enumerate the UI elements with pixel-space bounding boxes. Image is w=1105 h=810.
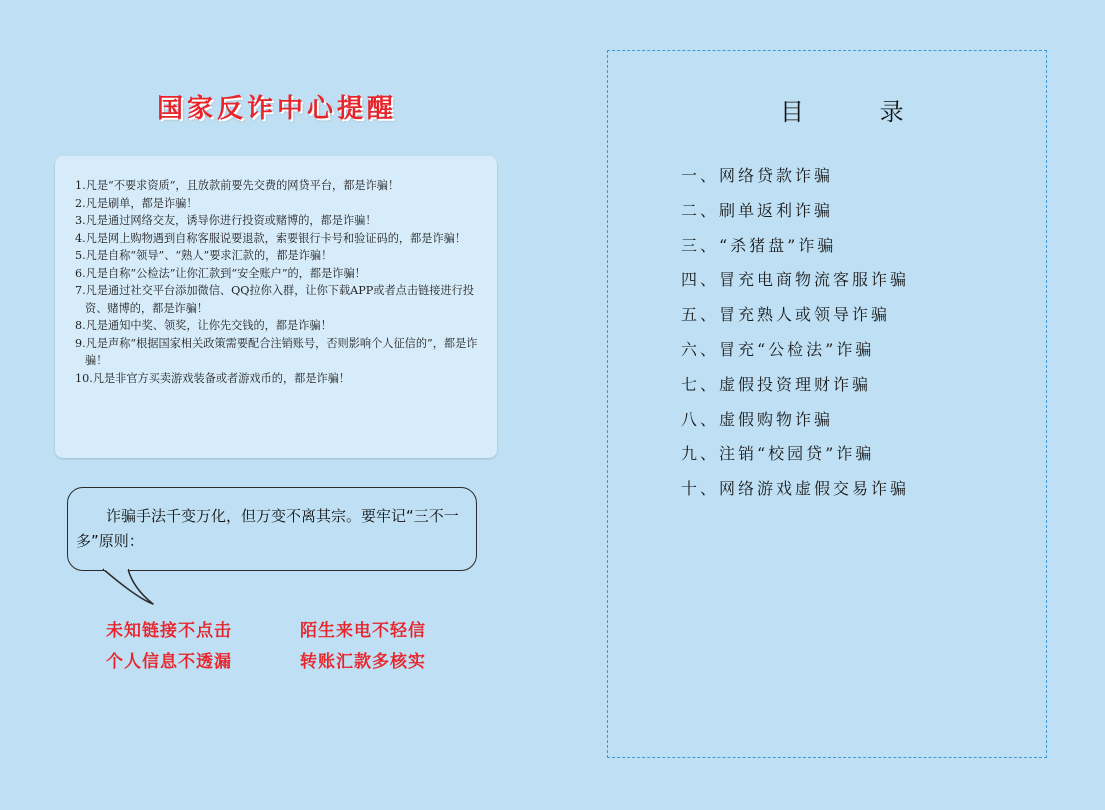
slogan-verify-transfer: 转账汇款多核实 [300,652,426,672]
rule-item: 5.凡是自称“领导”、“熟人”要求汇款的，都是诈骗！ [75,249,333,262]
bubble-text: 诈骗手法千变万化，但万变不离其宗。要牢记“三不一多”原则： [76,507,459,550]
toc-item: 七、虚假投资理财诈骗 [681,374,872,394]
rule-item: 10.凡是非官方买卖游戏装备或者游戏币的，都是诈骗！ [75,371,351,385]
toc-item: 四、冒充电商物流客服诈骗 [681,270,910,290]
rule-item: 8.凡是通知中奖、领奖，让你先交钱的，都是诈骗！ [75,319,332,332]
rule-item: 6.凡是自称“公检法”让你汇款到“安全账户”的，都是诈骗！ [75,266,366,280]
toc-list [681,163,909,511]
toc-item: 三、“杀猪盘”诈骗 [681,235,837,255]
page-title: 国家反诈中心提醒 [156,94,397,124]
toc-item: 九、注销“校园贷”诈骗 [681,444,875,464]
rule-item: 4.凡是网上购物遇到自称客服说要退款，索要银行卡号和验证码的，都是诈骗！ [75,231,467,245]
speech-bubble-tail-icon [97,568,167,608]
toc-item: 六、冒充“公检法”诈骗 [681,339,875,359]
toc-item: 十、网络游戏虚假交易诈骗 [681,479,910,499]
rule-item: 2.凡是刷单，都是诈骗！ [75,196,198,210]
toc-item: 五、冒充熟人或领导诈骗 [681,305,891,325]
rule-item: 7.凡是通过社交平台添加微信、QQ拉你入群，让你下载APP或者点击链接进行投资、赌博的，都是诈骗！ [75,284,474,315]
slogan-unknown-links: 未知链接不点击 [106,621,232,641]
rule-item: 9.凡是声称“根据国家相关政策需要配合注销账号，否则影响个人征信的”，都是诈骗！ [75,336,478,367]
toc-item: 一、网络贷款诈骗 [681,166,834,185]
toc-item: 八、虚假购物诈骗 [681,409,834,429]
rule-item: 3.凡是通过网络交友，诱导你进行投资或赌博的，都是诈骗！ [75,214,377,227]
slogan-strange-calls: 陌生来电不轻信 [300,621,426,641]
speech-bubble [67,487,477,571]
rule-item: 1.凡是“不要求资质”，且放款前要先交费的网贷平台，都是诈骗！ [75,179,400,192]
toc-title: 目 录 [780,98,938,126]
toc-item: 二、刷单返利诈骗 [681,200,834,220]
rules-list [75,177,485,387]
slogan-personal-info: 个人信息不透漏 [106,652,232,672]
rules-box [55,156,497,458]
